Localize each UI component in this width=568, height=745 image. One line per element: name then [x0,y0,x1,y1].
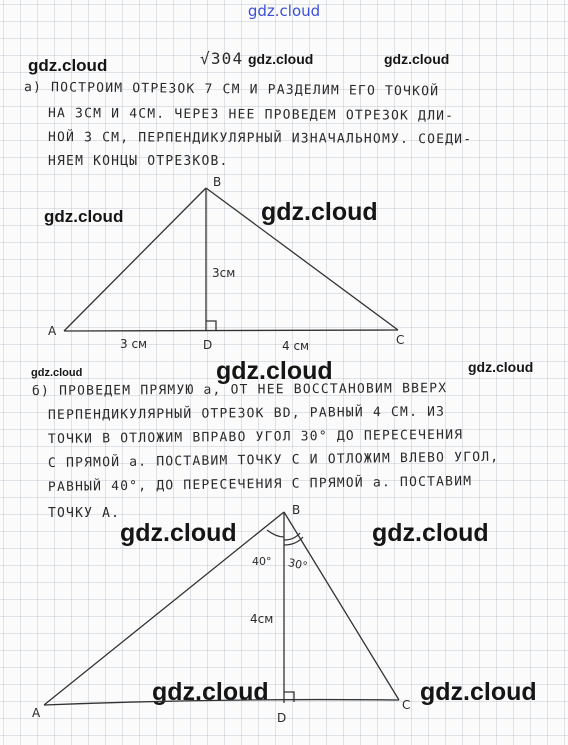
angle-arc-40 [267,530,284,537]
part-a-line: а) ПОСТРОИМ ОТРЕЗОК 7 СМ И РАЗДЕЛИМ ЕГО ТОЧКОЙ [23,80,440,100]
side-ab-b [44,512,284,705]
watermark: gdz.cloud [248,51,314,67]
side-bc-b [284,512,399,700]
part-b-line: РАВНЫЙ 40°, ДО ПЕРЕСЕЧЕНИЯ С ПРЯМОЙ а. ПОСТАВИМ [47,474,473,495]
part-b-line: ТОЧКУ А. [48,506,121,521]
watermark: gdz.cloud [261,198,378,226]
watermark: gdz.cloud [468,359,534,375]
right-angle-mark-b [284,692,294,702]
vertex-label-d: D [203,338,213,352]
part-b-line: ПЕРПЕНДИКУЛЯРНЫЙ ОТРЕЗОК BD, РАВНЫЙ 4 СМ. ИЗ [47,404,446,423]
vertex-label-d2: D [277,711,287,725]
side-ab [64,188,206,331]
part-b-line: ТОЧКИ В ОТЛОЖИМ ВПРАВО УГОЛ 30° ДО ПЕРЕСЕЧЕНИЯ [47,427,464,447]
watermark: gdz.cloud [216,357,333,385]
segment-label-bd2: 4см [250,612,274,626]
vertex-label-b: B [213,175,222,189]
part-b-line: С ПРЯМОЙ а. ПОСТАВИМ ТОЧКУ С И ОТЛОЖИМ ВЛЕВО УГОЛ, [47,449,500,471]
part-a-line: НА 3СМ И 4СМ. ЧЕРЕЗ НЕЕ ПРОВЕДЕМ ОТРЕЗОК ДЛИ- [47,106,455,124]
angle-label-40: 40° [252,555,272,568]
angle-label-30: 30° [286,556,309,573]
part-a-line: НОЙ 3 СМ, ПЕРПЕНДИКУЛЯРНЫЙ ИЗНАЧАЛЬНОМУ. СОЕДИ- [47,130,473,148]
task-number: √304 [200,49,244,68]
vertex-label-c: C [396,333,405,347]
watermark: gdz.cloud [31,367,83,379]
watermark: gdz.cloud [372,519,489,547]
segment-label-dc: 4 см [282,339,310,353]
site-title[interactable]: gdz.cloud [247,2,321,20]
side-ac [64,330,398,331]
watermark: gdz.cloud [384,51,450,67]
right-angle-mark-a [206,321,216,331]
vertex-label-a: A [48,324,57,338]
watermark: gdz.cloud [120,519,237,547]
watermark: gdz.cloud [152,678,269,706]
vertex-label-c2: C [402,698,411,712]
line-a [44,700,399,705]
part-a-line: НЯЕМ КОНЦЫ ОТРЕЗКОВ. [48,154,229,169]
watermark: gdz.cloud [28,56,108,75]
part-b-line: б) ПРОВЕДЕМ ПРЯМУЮ а, ОТ НЕЕ ВОССТАНОВИМ ВВЕРХ [31,381,448,399]
segment-label-bd: 3см [212,266,236,280]
watermark: gdz.cloud [420,678,537,706]
watermark: gdz.cloud [44,207,124,226]
vertex-label-a2: A [32,706,41,720]
side-bc [206,188,398,330]
vertex-label-b2: B [292,503,301,517]
segment-label-ad: 3 см [120,337,148,351]
